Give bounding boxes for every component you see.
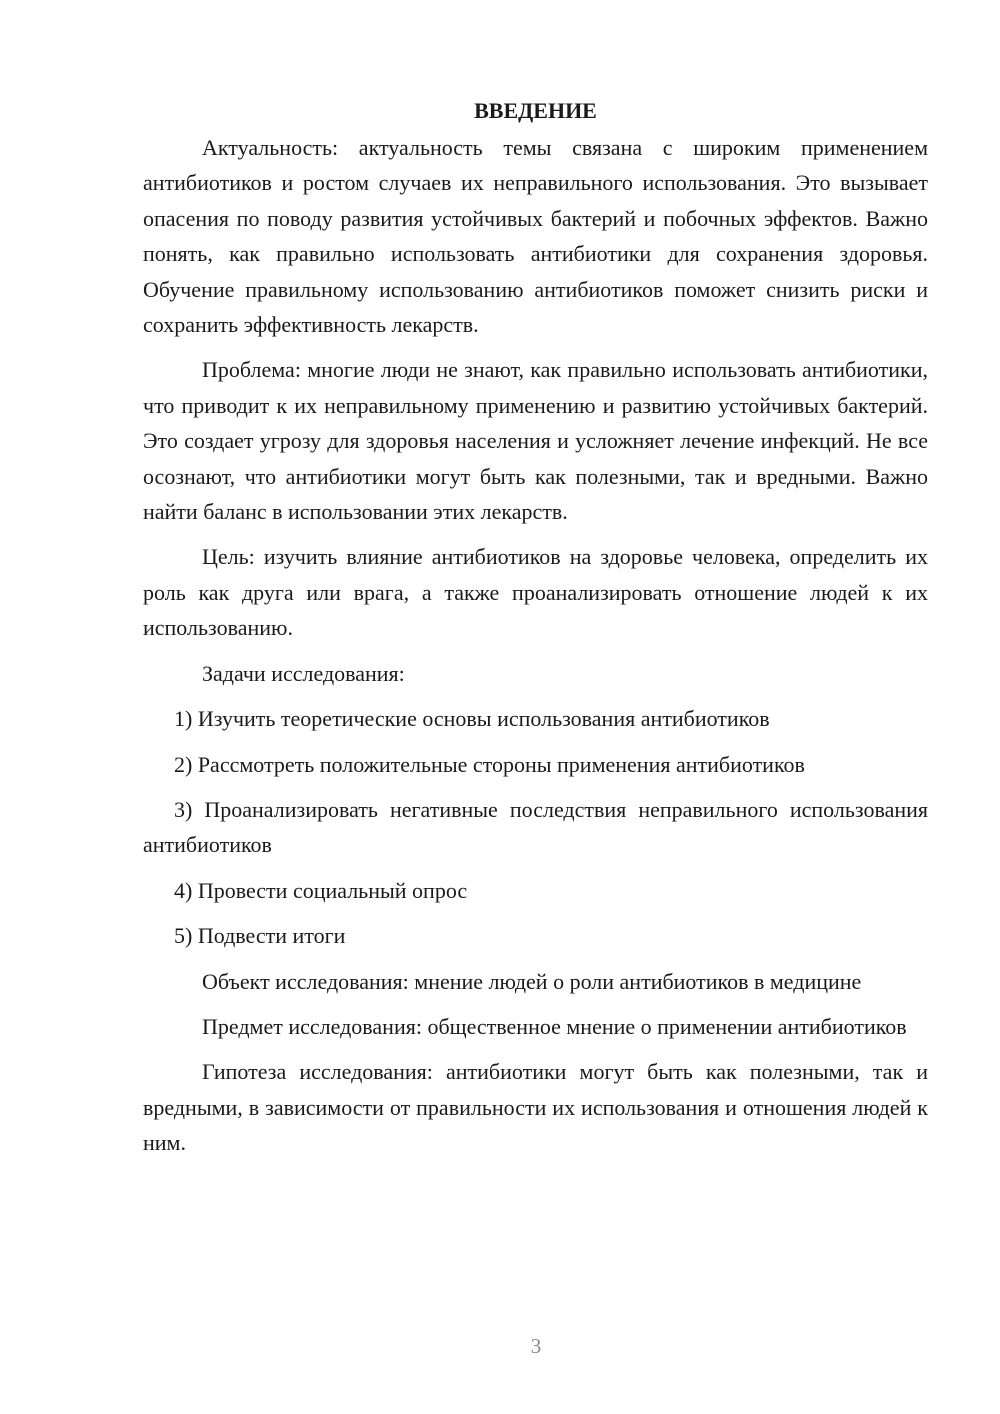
- tasks-heading: Задачи исследования:: [202, 660, 405, 686]
- paragraph-hypothesis: Гипотеза исследования: антибиотики могут быть как полезными, так и вредными, в зависимости от правильности их использования и отношения людей к ним.: [143, 1059, 928, 1156]
- document-page: [143, 93, 928, 1171]
- paragraph-object: Объект исследования: мнение людей о роли антибиотиков в медицине: [202, 968, 862, 994]
- paragraph-subject: Предмет исследования: общественное мнение о применении антибиотиков: [202, 1013, 907, 1039]
- task-item: 5) Подвести итоги: [174, 923, 346, 949]
- task-item: 1) Изучить теоретические основы использования антибиотиков: [174, 706, 770, 732]
- section-title: ВВЕДЕНИЕ: [474, 98, 597, 123]
- page-number: 3: [530, 1334, 542, 1358]
- task-item: 3) Проанализировать негативные последствия неправильного использования антибиотиков: [143, 796, 928, 858]
- paragraph-relevance: Актуальность: актуальность темы связана с широким применением антибиотиков и ростом случаев их неправильного использования. Это вызывает опасения по поводу развития устойчивых бактерий и побочных эффектов. Важно понять, как правильно использовать антибиотики для сохранения здоровья. Обучение правильному использованию антибиотиков поможет снизить риски и сохранить эффективность лекарств.: [143, 135, 928, 338]
- task-item: 4) Провести социальный опрос: [174, 877, 468, 903]
- task-item: 2) Рассмотреть положительные стороны применения антибиотиков: [174, 751, 805, 777]
- paragraph-problem: Проблема: многие люди не знают, как правильно использовать антибиотики, что приводит к их неправильному применению и развитию устойчивых бактерий. Это создает угрозу для здоровья населения и усложняет лечение инфекций. Не все осознают, что антибиотики могут быть как полезными, так и вредными. Важно найти баланс в использовании этих лекарств.: [143, 357, 928, 525]
- paragraph-goal: Цель: изучить влияние антибиотиков на здоровье человека, определить их роль как друга или врага, а также проанализировать отношение людей к их использованию.: [143, 544, 928, 641]
